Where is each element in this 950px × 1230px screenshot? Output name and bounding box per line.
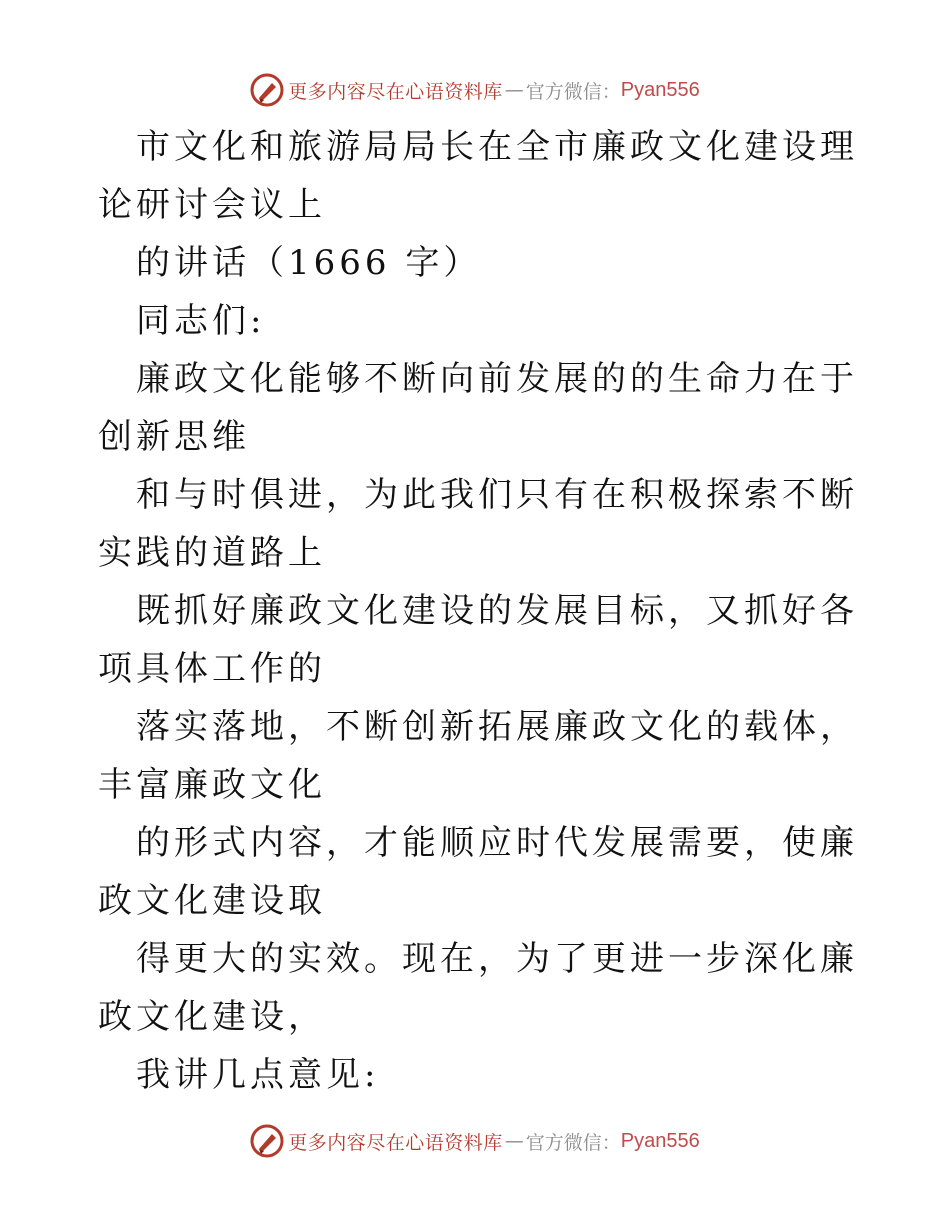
document-title-line: 市文化和旅游局局长在全市廉政文化建设理论研讨会议上 [98,127,858,225]
body-line: 廉政文化能够不断向前发展的的生命力在于创新思维 [98,359,858,457]
document-title-continuation: 的讲话（1666 字） [136,243,482,283]
watermark-wechat-id: Pyan556 [620,1129,700,1152]
watermark-separator: — [504,1130,524,1152]
watermark-official-label: 官方微信： [525,1131,621,1154]
pen-logo-icon [250,1124,284,1158]
watermark-site-text: 更多内容尽在心语资料库 [288,1131,503,1154]
watermark-official-label: 官方微信： [525,80,621,103]
header-watermark [0,70,950,110]
body-line: 既抓好廉政文化建设的发展目标，又抓好各项具体工作的 [98,591,858,689]
body-line: 和与时俱进，为此我们只有在积极探索不断实践的道路上 [98,475,858,573]
body-line: 得更大的实效。现在，为了更进一步深化廉政文化建设， [98,939,858,1037]
body-line: 我讲几点意见: [136,1055,380,1095]
watermark-wechat-id: Pyan556 [620,78,700,101]
watermark-separator: — [504,79,524,101]
footer-watermark [0,1121,950,1161]
watermark-site-text: 更多内容尽在心语资料库 [288,80,503,103]
salutation: 同志们: [136,301,266,341]
pen-logo-icon [250,73,284,107]
body-line: 落实落地，不断创新拓展廉政文化的载体，丰富廉政文化 [98,707,858,805]
document-body [98,118,858,1104]
body-line: 的形式内容，才能顺应时代发展需要，使廉政文化建设取 [98,823,858,921]
